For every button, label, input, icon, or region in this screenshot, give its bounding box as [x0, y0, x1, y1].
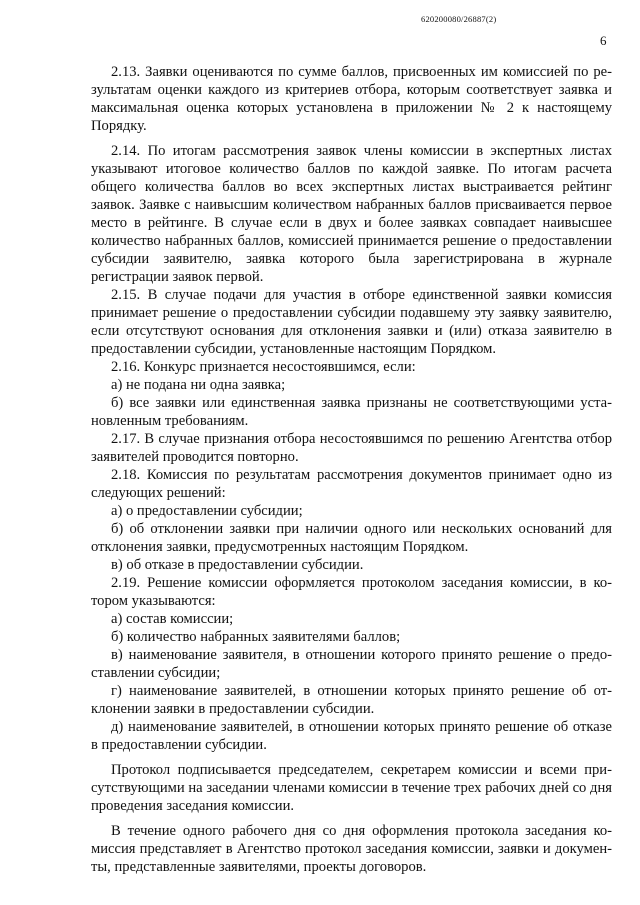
page-number: 6 — [600, 33, 607, 48]
paragraph-2-17: 2.17. В случае признания отбора несостоявшимся по решению Агентства отбор заявителей проводится повторно. — [91, 431, 612, 465]
list-item-2-19-e: д) наименование заявителей, в отношении которых принято решение об отказе в предоставлении субсидии. — [91, 719, 612, 753]
list-item-2-18-c: в) об отказе в предоставлении субсидии. — [111, 557, 364, 573]
list-item-2-19-c: в) наименование заявителя, в отношении которого принято решение о предоставлении субсидии; — [91, 647, 612, 681]
list-item-2-16-b: б) все заявки или единственная заявка признаны не соответствующими установленным требованиям. — [91, 395, 612, 429]
paragraph-2-14: 2.14. По итогам рассмотрения заявок члены комиссии в экспертных листах указывают итоговое количество баллов по каждой заявке. По итогам расчета общего количества баллов во всех экспертных листах выстраивается рейтинг заявок. Заявке с наивысшим количеством набранных баллов присваивается первое место в рейтинге. В случае если в двух и более заявках совпадает наивысшее количество набранных баллов, комиссией принимается решение о предоставлении субсидии заявителю, заявка которого была зарегистрирована в журнале регистрации заявок первой. — [91, 143, 612, 285]
list-item-2-16-a: а) не подана ни одна заявка; — [111, 377, 286, 393]
document-body — [91, 63, 612, 876]
paragraph-2-16: 2.16. Конкурс признается несостоявшимся, если: — [111, 359, 416, 375]
paragraph-2-15: 2.15. В случае подачи для участия в отборе единственной заявки комиссия принимает решение о предоставлении субсидии подавшему эту заявку заявителю, если отсутствуют основания для отклонения заявки и (или) отказа заявителю в предоставлении субсидии, установленные настоящим Порядком. — [91, 287, 612, 357]
paragraph-2-13: 2.13. Заявки оцениваются по сумме баллов, присвоенных им комиссией по результатам оценки каждого из критериев отбора, которым соответствует заявка и максимальная оценка которых установлена в приложении № 2 к настоящему Порядку. — [91, 64, 612, 134]
paragraph-protocol-submission: В течение одного рабочего дня со дня оформления протокола заседания комиссия представляет в Агентство протокол заседания комиссии, заявки и документы, представленные заявителями, проекты договоров. — [91, 823, 612, 875]
document-id: 620200080/26887(2) — [421, 14, 497, 24]
list-item-2-18-b: б) об отклонении заявки при наличии одного или нескольких оснований для отклонения заявки, предусмотренных настоящим Порядком. — [91, 521, 612, 555]
list-item-2-18-a: а) о предоставлении субсидии; — [111, 503, 303, 519]
list-item-2-19-a: а) состав комиссии; — [111, 611, 234, 627]
paragraph-2-19: 2.19. Решение комиссии оформляется протоколом заседания комиссии, в котором указываются: — [91, 575, 612, 609]
paragraph-protocol-signing: Протокол подписывается председателем, секретарем комиссии и всеми присутствующими на заседании членами комиссии в течение трех рабочих дней со дня проведения заседания комиссии. — [91, 762, 612, 814]
list-item-2-19-b: б) количество набранных заявителями баллов; — [111, 629, 401, 645]
paragraph-2-18: 2.18. Комиссия по результатам рассмотрения документов принимает одно из следующих решений: — [91, 467, 612, 501]
list-item-2-19-d: г) наименование заявителей, в отношении которых принято решение об отклонении заявки в предоставлении субсидии. — [91, 683, 612, 717]
